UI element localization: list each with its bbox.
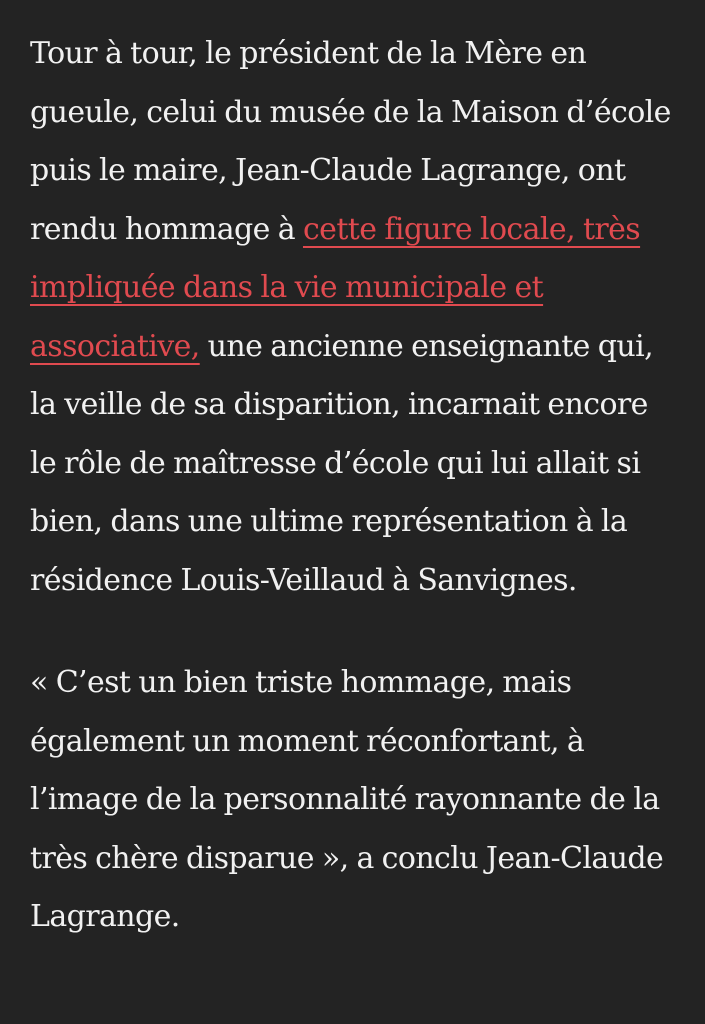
article-paragraph-1: [30, 25, 675, 610]
article-paragraph-2: [30, 654, 675, 947]
paragraph-1-text-after-link: une ancienne enseignante qui, la veille de sa disparition, incarnait encore le rôle de maîtresse d’école qui lui allait si bien, dans une ultime représentation à la résidence Louis-Veillaud à Sanvignes.: [30, 328, 654, 598]
inline-article-link[interactable]: cette figure locale, très impliquée dans la vie municipale et associative,: [30, 211, 641, 364]
paragraph-1-text-before-link: Tour à tour, le président de la Mère en gueule, celui du musée de la Maison d’école puis le maire, Jean-Claude Lagrange, ont rendu hommage à: [30, 36, 671, 247]
paragraph-2-text: « C’est un bien triste hommage, mais également un moment réconfortant, à l’image de la personnalité rayonnante de la très chère disparue », a conclu Jean-Claude Lagrange.: [30, 665, 664, 934]
